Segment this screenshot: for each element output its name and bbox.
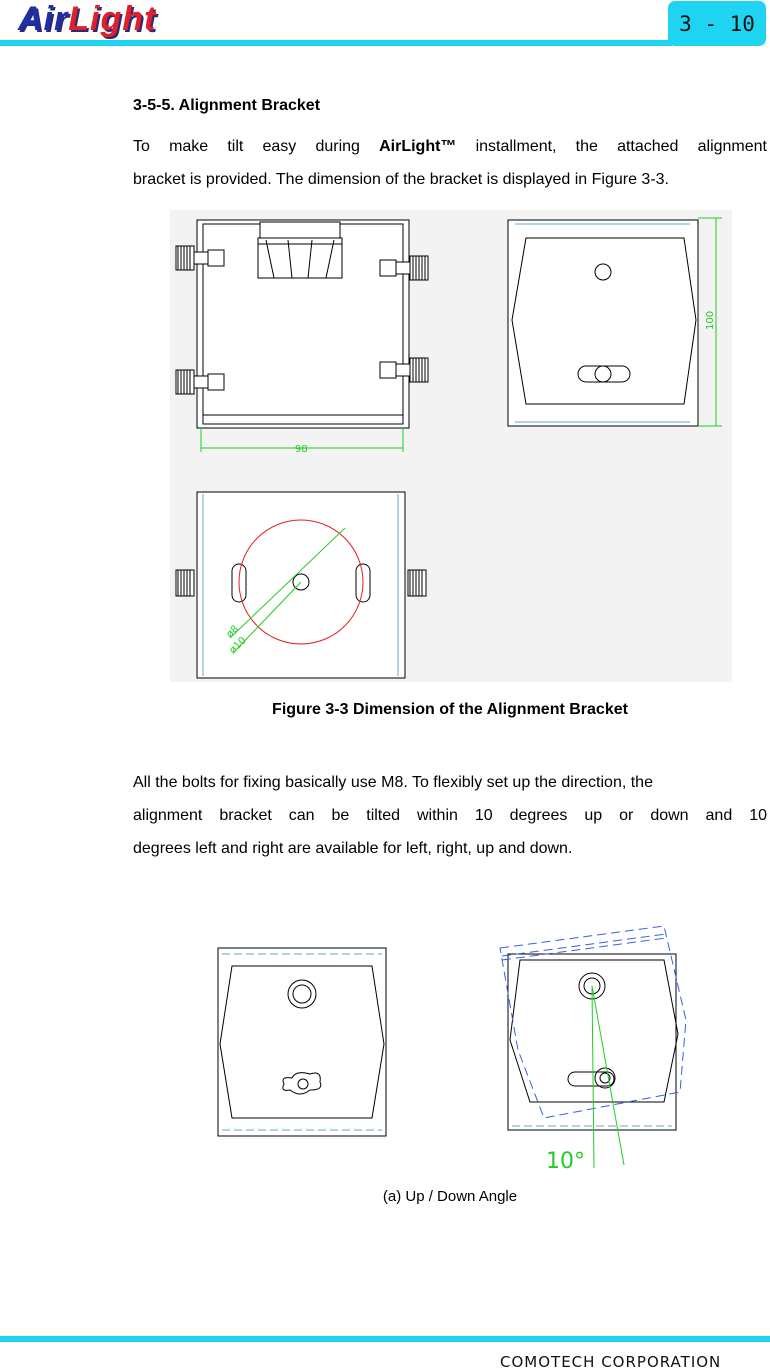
dimension-height-label: 100 xyxy=(705,310,716,330)
word: attached xyxy=(617,138,679,155)
figure-3-3-caption: Figure 3-3 Dimension of the Alignment Bracket xyxy=(272,701,628,718)
header-rule xyxy=(0,40,672,46)
body-line-3: degrees left and right are available for left, right, up and down. xyxy=(133,840,573,857)
word: degrees xyxy=(509,807,568,824)
angle-lines xyxy=(592,986,624,1168)
angle-figure-drawing xyxy=(210,920,690,1175)
angle-label: 10° xyxy=(546,1149,585,1174)
intro-line-1 xyxy=(133,130,767,163)
footer-rule xyxy=(0,1336,770,1342)
word: be xyxy=(331,807,350,824)
word: 10 xyxy=(749,807,767,824)
dimension-diameter-small: ø8 xyxy=(224,623,242,641)
intro-line-2: bracket is provided. The dimension of the bracket is displayed in Figure 3-3. xyxy=(133,171,669,188)
footer-company: COMOTECH CORPORATION xyxy=(500,1353,722,1371)
word: down xyxy=(650,807,689,824)
word: can xyxy=(288,807,315,824)
bracket-front-view xyxy=(508,220,698,426)
page-number-badge: 3 - 10 xyxy=(668,1,766,46)
body-paragraph xyxy=(133,766,767,865)
logo-light: Light xyxy=(68,0,157,38)
word: within xyxy=(417,807,458,824)
plate-upright xyxy=(218,948,386,1136)
word: and xyxy=(705,807,733,824)
word: tilted xyxy=(366,807,401,824)
dimension-diameter-large: ø10 xyxy=(227,635,249,657)
figure-3-3-drawing xyxy=(170,210,732,682)
angle-figure-caption: (a) Up / Down Angle xyxy=(382,1188,518,1205)
word: installment, xyxy=(475,138,557,155)
word: easy xyxy=(262,138,297,155)
brand-name: AirLight™ xyxy=(379,138,457,155)
body-line-1: All the bolts for fixing basically use M8. To flexibly set up the direction, the xyxy=(133,774,653,791)
word: the xyxy=(575,138,598,155)
word: up xyxy=(584,807,603,824)
section-title: 3-5-5. Alignment Bracket xyxy=(133,97,321,114)
word: alignment xyxy=(697,138,767,155)
dimension-width-label: 98 xyxy=(295,444,308,455)
word: make xyxy=(169,138,209,155)
bracket-side-view xyxy=(176,220,428,428)
word: or xyxy=(619,807,634,824)
word: alignment xyxy=(133,807,203,824)
word: tilt xyxy=(227,138,244,155)
word: during xyxy=(315,138,360,155)
intro-paragraph xyxy=(133,130,767,196)
logo-air: Air xyxy=(18,0,69,38)
airlight-logo xyxy=(18,0,156,39)
word: To xyxy=(133,138,150,155)
body-line-2 xyxy=(133,799,767,832)
word: bracket xyxy=(219,807,272,824)
word: 10 xyxy=(474,807,493,824)
